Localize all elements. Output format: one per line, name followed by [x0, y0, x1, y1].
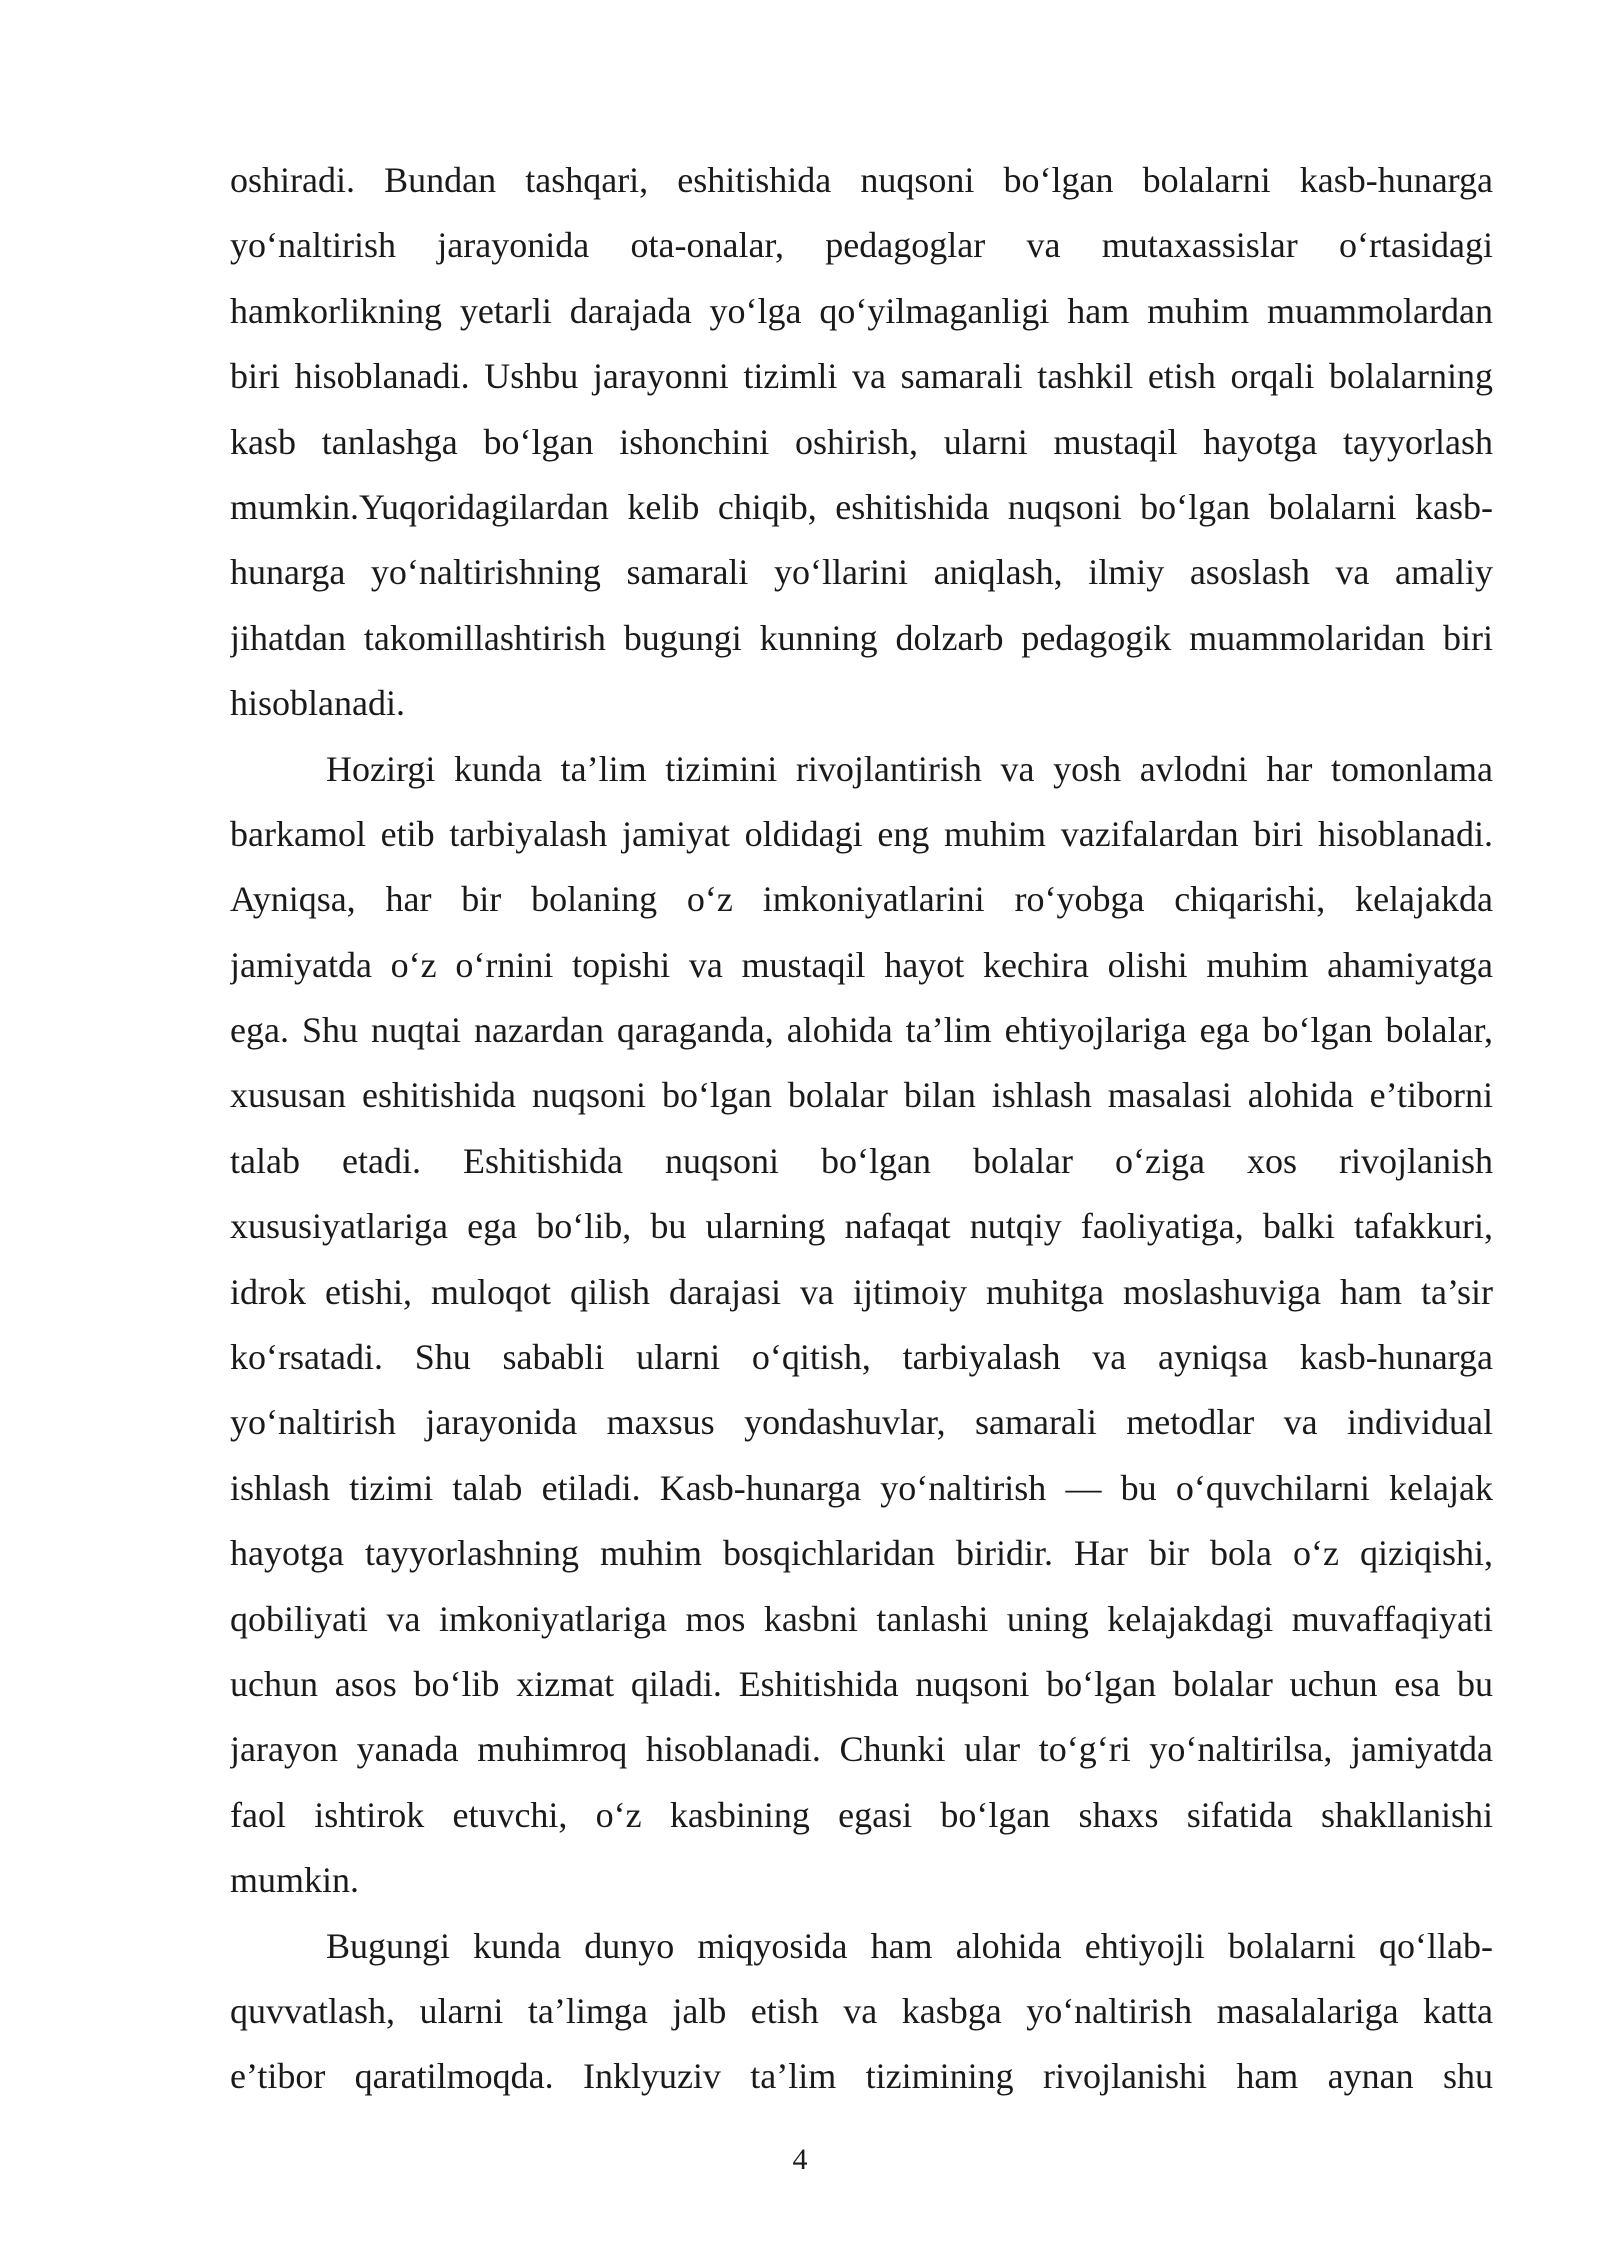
- text-line: yo‘naltirish jarayonida ota-onalar, pedagoglar va mutaxassislar o‘rtasidagi: [230, 225, 1493, 266]
- text-line: ko‘rsatadi. Shu sababli ularni o‘qitish, tarbiyalash va ayniqsa kasb-hunarga: [230, 1337, 1493, 1378]
- text-line: yo‘naltirish jarayonida maxsus yondashuvlar, samarali metodlar va individual: [230, 1402, 1493, 1443]
- text-line: Ayniqsa, har bir bolaning o‘z imkoniyatlarini ro‘yobga chiqarishi, kelajakda: [230, 879, 1493, 920]
- page-number: 4: [792, 2143, 808, 2176]
- text-line: xususan eshitishida nuqsoni bo‘lgan bolalar bilan ishlash masalasi alohida e’tiborni: [230, 1075, 1493, 1116]
- text-line: hayotga tayyorlashning muhim bosqichlaridan biridir. Har bir bola o‘z qiziqishi,: [230, 1533, 1493, 1574]
- body-text: [230, 148, 1493, 2110]
- text-line: uchun asos bo‘lib xizmat qiladi. Eshitishida nuqsoni bo‘lgan bolalar uchun esa bu: [230, 1663, 1493, 1704]
- text-line: faol ishtirok etuvchi, o‘z kasbining egasi bo‘lgan shaxs sifatida shakllanishi: [230, 1794, 1493, 1835]
- text-line: hamkorlikning yetarli darajada yo‘lga qo‘yilmaganligi ham muhim muammolardan: [230, 290, 1493, 331]
- text-line: hisoblanadi.: [230, 683, 405, 724]
- text-line: kasb tanlashga bo‘lgan ishonchini oshirish, ularni mustaqil hayotga tayyorlash: [230, 421, 1493, 462]
- text-line: barkamol etib tarbiyalash jamiyat oldidagi eng muhim vazifalardan biri hisoblanadi.: [230, 813, 1493, 854]
- text-line: mumkin.Yuqoridagilardan kelib chiqib, eshitishida nuqsoni bo‘lgan bolalarni kasb-: [230, 486, 1493, 527]
- text-line: oshiradi. Bundan tashqari, eshitishida nuqsoni bo‘lgan bolalarni kasb-hunarga: [230, 160, 1493, 200]
- text-line: biri hisoblanadi. Ushbu jarayonni tizimli va samarali tashkil etish orqali bolalarning: [230, 356, 1493, 397]
- text-line: idrok etishi, muloqot qilish darajasi va ijtimoiy muhitga moslashuviga ham ta’sir: [230, 1271, 1493, 1312]
- text-line: e’tibor qaratilmoqda. Inklyuziv ta’lim tizimining rivojlanishi ham aynan shu: [230, 2056, 1493, 2097]
- text-line: Bugungi kunda dunyo miqyosida ham alohida ehtiyojli bolalarni qo‘llab-: [326, 1925, 1493, 1966]
- text-line: jarayon yanada muhimroq hisoblanadi. Chunki ular to‘g‘ri yo‘naltirilsa, jamiyatda: [230, 1729, 1493, 1770]
- text-line: jamiyatda o‘z o‘rnini topishi va mustaqil hayot kechira olishi muhim ahamiyatga: [230, 944, 1493, 985]
- text-line: mumkin.: [230, 1860, 360, 1901]
- text-line: quvvatlash, ularni ta’limga jalb etish va kasbga yo‘naltirish masalalariga katta: [230, 1990, 1493, 2031]
- text-line: talab etadi. Eshitishida nuqsoni bo‘lgan bolalar o‘ziga xos rivojlanish: [230, 1140, 1493, 1181]
- text-line: xususiyatlariga ega bo‘lib, bu ularning nafaqat nutqiy faoliyatiga, balki tafakkuri,: [230, 1206, 1493, 1247]
- text-line: ishlash tizimi talab etiladi. Kasb-hunarga yo‘naltirish — bu o‘quvchilarni kelajak: [230, 1467, 1493, 1508]
- text-line: qobiliyati va imkoniyatlariga mos kasbni tanlashi uning kelajakdagi muvaffaqiyati: [230, 1598, 1493, 1639]
- text-line: hunarga yo‘naltirishning samarali yo‘llarini aniqlash, ilmiy asoslash va amaliy: [230, 552, 1493, 593]
- text-line: jihatdan takomillashtirish bugungi kunning dolzarb pedagogik muammolaridan biri: [230, 617, 1493, 658]
- text-line: Hozirgi kunda ta’lim tizimini rivojlantirish va yosh avlodni har tomonlama: [326, 748, 1493, 789]
- text-line: ega. Shu nuqtai nazardan qaraganda, alohida ta’lim ehtiyojlariga ega bo‘lgan bolalar,: [230, 1010, 1493, 1051]
